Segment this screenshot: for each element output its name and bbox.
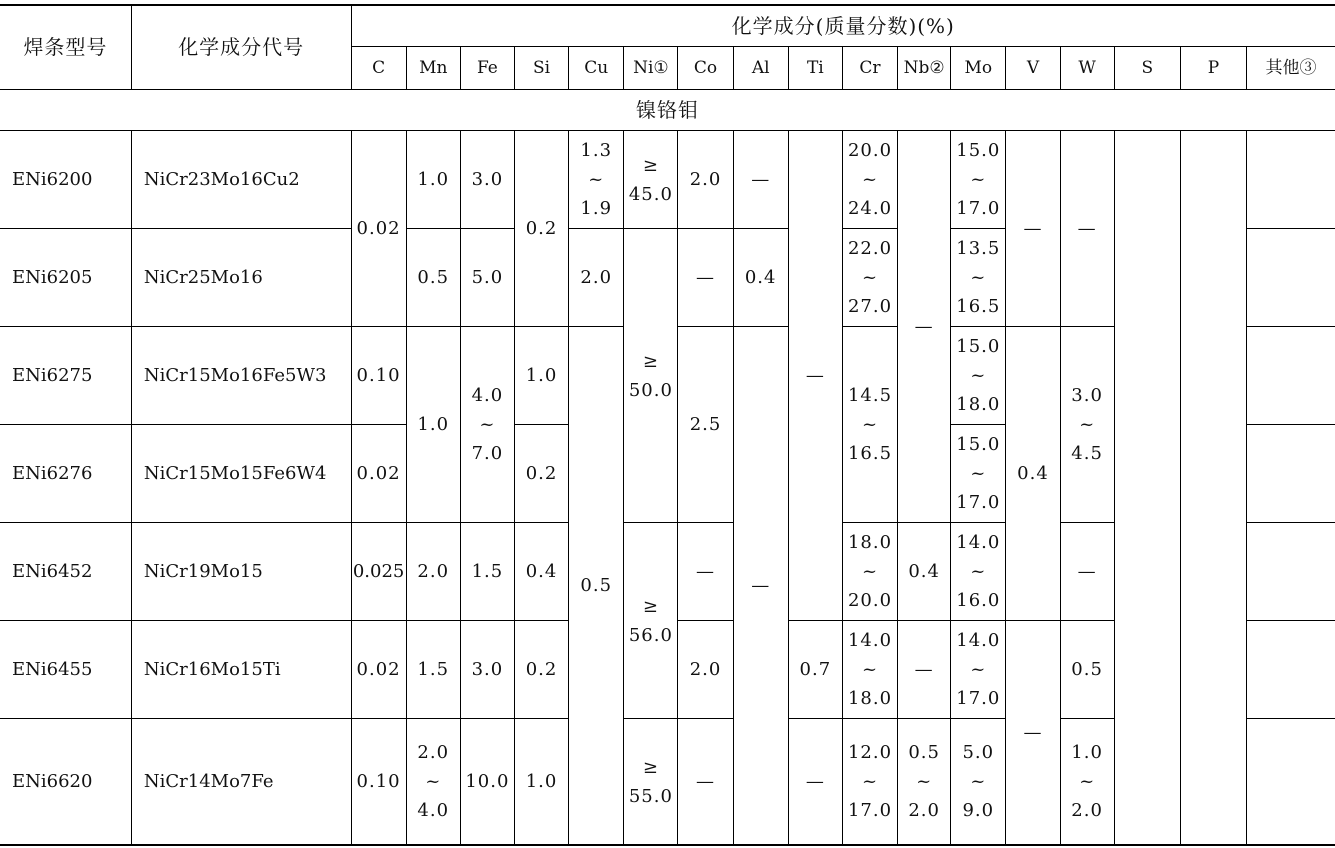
- value-cell: [951, 229, 1006, 327]
- value-line: ≥: [642, 154, 659, 176]
- value-line: ~: [970, 561, 987, 582]
- value-cell: —: [678, 229, 733, 327]
- value-line: 4.0: [417, 800, 450, 821]
- header-element: Nb②: [898, 47, 951, 90]
- value-line: 18.0: [847, 532, 893, 553]
- value-line: 16.5: [847, 443, 893, 464]
- value-line: ~: [861, 659, 879, 680]
- value-cell: [624, 523, 678, 719]
- grade-cell: ENi6205: [0, 229, 131, 327]
- value-cell: [1060, 327, 1114, 523]
- composition-table: [0, 4, 1335, 846]
- value-cell: 5.0: [460, 229, 514, 327]
- header-element: S: [1114, 47, 1180, 90]
- value-cell: [842, 719, 897, 846]
- value-cell: 1.0: [406, 131, 460, 229]
- value-cell: 3.0: [460, 621, 514, 719]
- value-line: 2.0: [417, 742, 450, 763]
- value-cell: 3.0: [460, 131, 514, 229]
- value-cell: 0.7: [788, 621, 842, 719]
- code-cell: NiCr23Mo16Cu2: [131, 131, 351, 229]
- value-cell: 0.4: [733, 229, 788, 327]
- value-line: ~: [970, 267, 987, 288]
- grade-cell: ENi6455: [0, 621, 131, 719]
- value-cell: 0.2: [514, 131, 568, 327]
- code-cell: NiCr16Mo15Ti: [131, 621, 351, 719]
- value-cell: —: [1006, 131, 1060, 327]
- value-cell: 2.0: [406, 523, 460, 621]
- value-line: ~: [916, 771, 933, 792]
- value-cell: [842, 621, 897, 719]
- table-row: [0, 131, 1335, 229]
- header-grade: 焊条型号: [0, 5, 131, 90]
- value-cell: —: [788, 131, 842, 621]
- value-line: ≥: [642, 350, 659, 372]
- grade-cell: ENi6620: [0, 719, 131, 846]
- value-cell: [842, 327, 897, 523]
- empty-cell-other: [1247, 131, 1335, 229]
- value-cell: 2.5: [678, 327, 733, 523]
- value-line: ~: [861, 771, 879, 792]
- value-line: 15.0: [956, 434, 1001, 455]
- value-line: 17.0: [956, 688, 1001, 709]
- value-cell: —: [678, 719, 733, 846]
- header-element: W: [1060, 47, 1114, 90]
- value-cell: 2.0: [678, 621, 733, 719]
- value-cell: 2.0: [678, 131, 733, 229]
- value-cell: —: [1060, 523, 1114, 621]
- value-cell: 0.02: [351, 425, 406, 523]
- value-cell: [460, 327, 514, 523]
- value-line: 4.0: [471, 385, 504, 406]
- empty-cell-other: [1247, 229, 1335, 327]
- value-cell: —: [1060, 131, 1114, 327]
- value-cell: 10.0: [460, 719, 514, 846]
- header-code: 化学成分代号: [131, 5, 351, 90]
- grade-cell: ENi6275: [0, 327, 131, 425]
- empty-cell-other: [1247, 327, 1335, 425]
- value-cell: [624, 229, 678, 523]
- grade-cell: ENi6452: [0, 523, 131, 621]
- empty-cell-other: [1247, 523, 1335, 621]
- header-element: V: [1006, 47, 1060, 90]
- value-line: 17.0: [956, 492, 1001, 513]
- value-line: 17.0: [956, 198, 1001, 219]
- value-cell: 0.4: [898, 523, 951, 621]
- value-cell: 0.4: [1006, 327, 1060, 621]
- value-line: 45.0: [628, 183, 673, 205]
- value-cell: —: [788, 719, 842, 846]
- value-line: ~: [970, 169, 987, 190]
- value-cell: —: [678, 523, 733, 621]
- value-line: 9.0: [962, 800, 995, 821]
- value-line: 22.0: [847, 238, 893, 259]
- header-element: Si: [514, 47, 568, 90]
- value-cell: [951, 425, 1006, 523]
- value-line: ~: [861, 561, 879, 582]
- value-line: ~: [425, 771, 442, 792]
- value-line: 18.0: [847, 688, 893, 709]
- header-element: Mn: [406, 47, 460, 90]
- value-cell: 0.02: [351, 621, 406, 719]
- value-cell: 0.5: [406, 229, 460, 327]
- value-cell: 1.0: [514, 327, 568, 425]
- value-line: ~: [1079, 414, 1096, 435]
- header-element: Ni①: [624, 47, 678, 90]
- value-line: ~: [479, 414, 496, 435]
- value-cell: [569, 131, 624, 229]
- value-line: ~: [861, 414, 879, 435]
- value-cell: [624, 719, 678, 846]
- value-line: 4.5: [1071, 443, 1103, 464]
- value-cell: [951, 523, 1006, 621]
- value-line: ~: [588, 169, 605, 190]
- value-line: 17.0: [847, 800, 893, 821]
- value-line: ≥: [642, 595, 659, 617]
- value-cell: —: [733, 327, 788, 846]
- empty-cell-other: [1247, 425, 1335, 523]
- value-line: 14.0: [956, 532, 1001, 553]
- value-cell: 2.0: [569, 229, 624, 327]
- code-cell: NiCr19Mo15: [131, 523, 351, 621]
- grade-cell: ENi6276: [0, 425, 131, 523]
- value-line: 16.0: [956, 590, 1001, 611]
- value-line: 14.5: [847, 385, 893, 406]
- value-cell: —: [898, 621, 951, 719]
- value-line: ~: [970, 771, 987, 792]
- value-line: 2.0: [1071, 800, 1103, 821]
- value-line: 1.0: [1071, 742, 1103, 763]
- header-composition: 化学成分(质量分数)(%): [351, 5, 1335, 47]
- value-line: 3.0: [1071, 385, 1103, 406]
- header-row-1: [0, 5, 1335, 47]
- header-element: Fe: [460, 47, 514, 90]
- value-cell: —: [733, 131, 788, 229]
- code-cell: NiCr25Mo16: [131, 229, 351, 327]
- value-cell: [951, 131, 1006, 229]
- header-element: Mo: [951, 47, 1006, 90]
- value-cell: [406, 719, 460, 846]
- value-line: 5.0: [962, 742, 995, 763]
- header-element: Cr: [842, 47, 897, 90]
- value-line: 7.0: [471, 443, 504, 464]
- value-line: 2.0: [908, 800, 940, 821]
- value-cell: 1.0: [514, 719, 568, 846]
- empty-cell-other: [1247, 719, 1335, 846]
- value-line: 55.0: [628, 785, 673, 807]
- value-line: ≥: [642, 756, 659, 778]
- value-line: ~: [861, 267, 879, 288]
- value-line: 16.5: [956, 296, 1001, 317]
- value-line: 0.5: [908, 742, 940, 763]
- value-line: 18.0: [956, 394, 1001, 415]
- value-line: ~: [970, 463, 987, 484]
- value-cell: [842, 131, 897, 229]
- value-cell: 1.5: [406, 621, 460, 719]
- value-line: 20.0: [847, 590, 893, 611]
- header-element: Co: [678, 47, 733, 90]
- value-line: 50.0: [628, 379, 673, 401]
- empty-cell-s: [1114, 131, 1180, 846]
- value-line: 14.0: [847, 630, 893, 651]
- code-cell: NiCr15Mo15Fe6W4: [131, 425, 351, 523]
- value-cell: [951, 327, 1006, 425]
- value-cell: 0.5: [1060, 621, 1114, 719]
- empty-cell-other: [1247, 621, 1335, 719]
- empty-cell-p: [1180, 131, 1246, 846]
- header-element: 其他③: [1247, 47, 1335, 90]
- code-cell: NiCr15Mo16Fe5W3: [131, 327, 351, 425]
- value-cell: [624, 131, 678, 229]
- value-cell: [898, 719, 951, 846]
- value-cell: 0.2: [514, 425, 568, 523]
- value-cell: [842, 523, 897, 621]
- value-line: 13.5: [956, 238, 1001, 259]
- value-cell: 0.5: [569, 327, 624, 846]
- value-line: ~: [861, 169, 879, 190]
- value-line: 12.0: [847, 742, 893, 763]
- value-cell: 0.02: [351, 131, 406, 327]
- value-cell: 0.025: [351, 523, 406, 621]
- code-cell: NiCr14Mo7Fe: [131, 719, 351, 846]
- value-line: 27.0: [847, 296, 893, 317]
- value-cell: —: [898, 131, 951, 523]
- header-element: Al: [733, 47, 788, 90]
- value-line: 1.3: [580, 140, 613, 161]
- value-line: 14.0: [956, 630, 1001, 651]
- value-line: 56.0: [628, 624, 673, 646]
- value-cell: [842, 229, 897, 327]
- value-cell: 0.2: [514, 621, 568, 719]
- value-cell: 1.5: [460, 523, 514, 621]
- value-cell: [951, 719, 1006, 846]
- header-element: P: [1180, 47, 1246, 90]
- value-line: 20.0: [847, 140, 893, 161]
- value-cell: 0.10: [351, 327, 406, 425]
- value-cell: —: [1006, 621, 1060, 846]
- section-row: [0, 90, 1335, 131]
- value-line: 15.0: [956, 140, 1001, 161]
- section-title: 镍铬钼: [0, 90, 1335, 131]
- header-element: Ti: [788, 47, 842, 90]
- value-cell: 0.10: [351, 719, 406, 846]
- grade-cell: ENi6200: [0, 131, 131, 229]
- header-element: C: [351, 47, 406, 90]
- value-cell: 1.0: [406, 327, 460, 523]
- value-line: 1.9: [580, 198, 613, 219]
- header-element: Cu: [569, 47, 624, 90]
- value-line: ~: [970, 365, 987, 386]
- value-line: 15.0: [956, 336, 1001, 357]
- value-line: ~: [970, 659, 987, 680]
- value-line: ~: [1079, 771, 1096, 792]
- value-cell: 0.4: [514, 523, 568, 621]
- value-cell: [1060, 719, 1114, 846]
- value-cell: [951, 621, 1006, 719]
- value-line: 24.0: [847, 198, 893, 219]
